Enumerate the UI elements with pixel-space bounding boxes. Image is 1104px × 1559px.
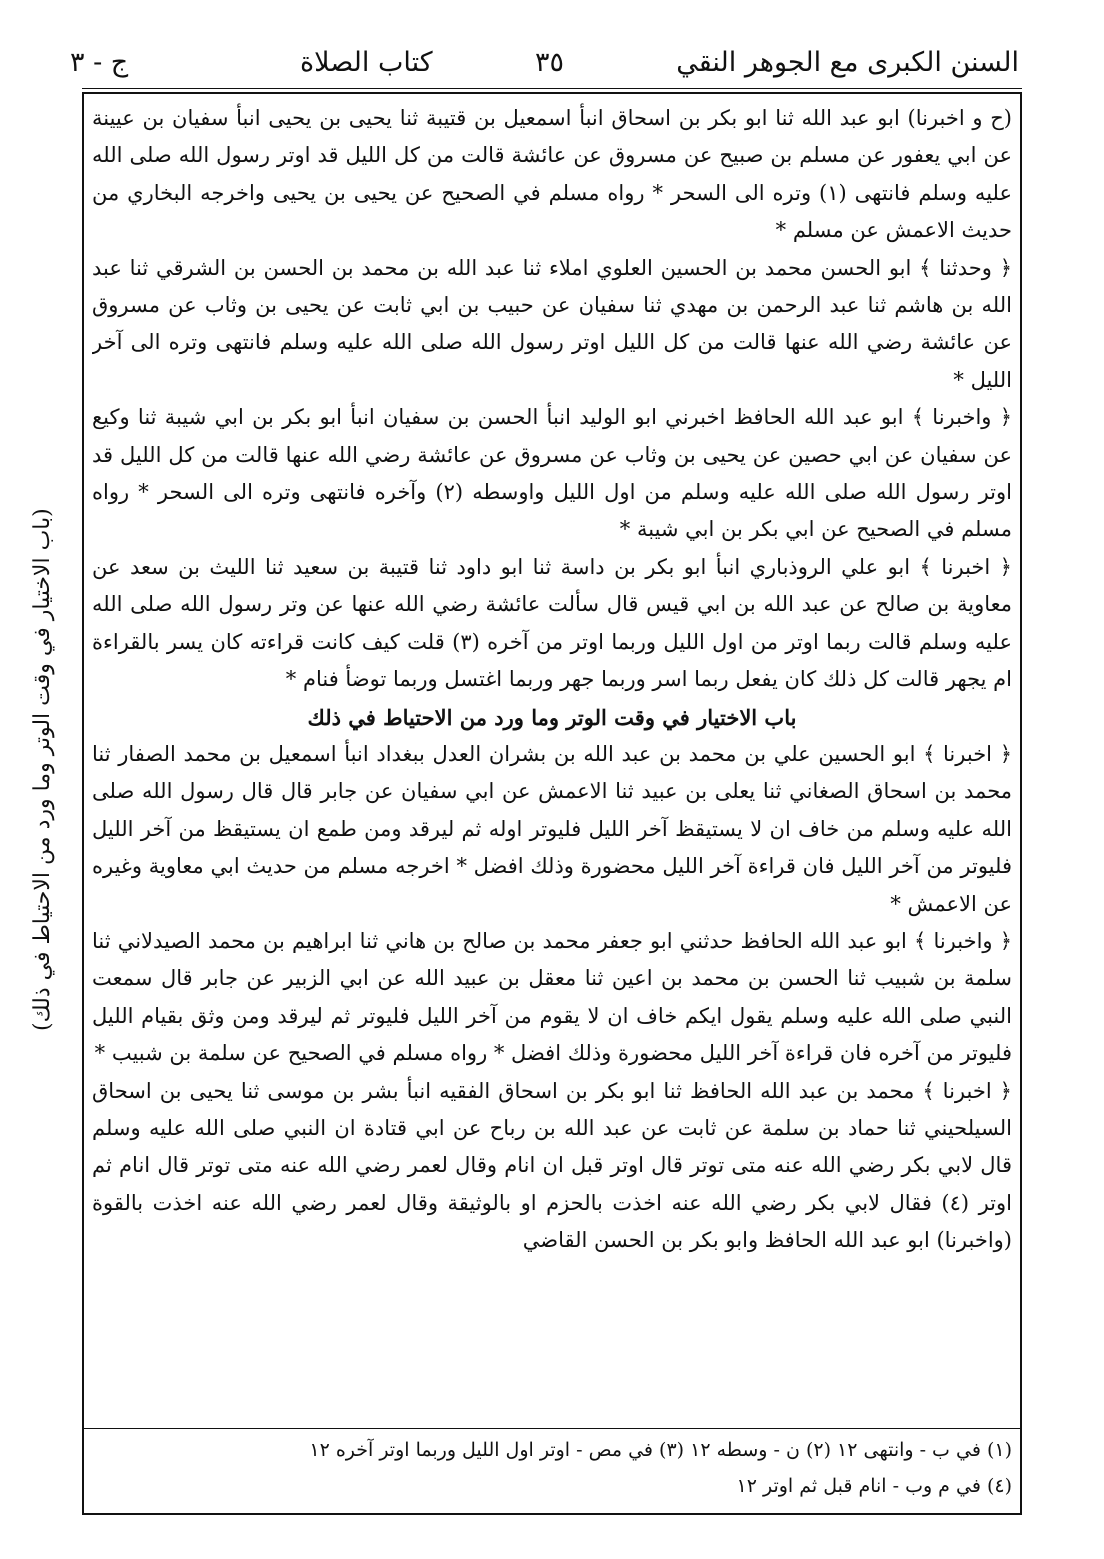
paragraph: ﴿ وحدثنا ﴾ ابو الحسن محمد بن الحسين العلوي املاء ثنا عبد الله بن محمد بن الحسن بن الشرقي ثنا عبد الله بن هاشم ثنا عبد الرحمن بن مهدي ثنا سفيان عن حبيب بن ابي ثابت عن يحيى بن وثاب عن مسروق عن عائشة رضي الله عنها قالت من كل الليل اوتر رسول الله صلى الله عليه وسلم فانتهى وتره الى آخر الليل *: [92, 255, 1012, 392]
paragraph: ﴿ اخبرنا ﴾ ابو علي الروذباري انبأ ابو بكر بن داسة ثنا ابو داود ثنا قتيبة بن سعيد ثنا الليث بن سعد عن معاوية بن صالح عن عبد الله بن ابي قيس قال سألت عائشة رضي الله عنها عن وتر رسول الله صلى الله عليه وسلم قالت ربما اوتر من اول الليل وربما اوتر من آخره (٣) قلت كيف كانت قراءته كان يسر بالقراءة ام يجهر قالت كل ذلك كان يفعل ربما اسر وربما جهر وربما اغتسل وربما توضأ فنام *: [92, 554, 1012, 692]
paragraph: ﴿ اخبرنا ﴾ محمد بن عبد الله الحافظ ثنا ابو بكر بن اسحاق الفقيه انبأ بشر بن موسى ثنا يحيى بن اسحاق السيلحيني ثنا حماد بن سلمة عن ثابت عن عبد الله بن رباح عن ابي قتادة ان النبي صلى الله عليه وسلم قال لابي بكر رضي الله عنه متى توتر قال اوتر قبل ان انام وقال لعمر رضي الله عنه متى توتر قال انام ثم اوتر (٤) فقال لابي بكر رضي الله عنه اخذت بالحزم او بالوثيقة وقال لعمر رضي الله عنه اخذت بالقوة (واخبرنا) ابو عبد الله الحافظ وابو بكر بن الحسن القاضي: [92, 1078, 1012, 1253]
footnote-line: (٤) في م وب - انام قبل ثم اوتر ١٢: [736, 1475, 1012, 1497]
book-title: السنن الكبرى مع الجوهر النقي: [676, 47, 1019, 78]
footnote-line: (١) في ب - وانتهى ١٢ (٢) ن - وسطه ١٢ (٣) في مص - اوتر اول الليل وربما اوتر آخره ١٢: [309, 1439, 1012, 1461]
paragraph: ﴿ واخبرنا ﴾ ابو عبد الله الحافظ اخبرني ابو الوليد انبأ الحسن بن سفيان انبأ ابو بكر بن ابي شيبة ثنا وكيع عن سفيان عن ابي حصين عن يحيى بن وثاب عن مسروق عن عائشة رضي الله عنها قالت من كل الليل قد اوتر رسول الله صلى الله عليه وسلم من اول الليل واوسطه (٢) وآخره فانتهى وتره الى السحر * رواه مسلم في الصحيح عن ابي بكر بن ابي شيبة *: [92, 405, 1012, 542]
section-heading: باب الاختيار في وقت الوتر وما ورد من الاحتياط في ذلك: [307, 704, 797, 730]
paragraph: ﴿ اخبرنا ﴾ ابو الحسين علي بن محمد بن عبد الله بن بشران العدل ببغداد انبأ اسمعيل بن محمد الصفار ثنا محمد بن اسحاق الصغاني ثنا يعلى بن عبيد ثنا الاعمش عن ابي سفيان عن جابر قال قال رسول الله صلى الله عليه وسلم من خاف ان لا يستيقظ آخر الليل فليوتر اوله ثم ليرقد ومن طمع ان يستيقظ من آخر الليل فليوتر من آخر الليل فان قراءة آخر الليل محضورة وذلك افضل * اخرجه مسلم من حديث ابي معاوية وغيره عن الاعمش *: [92, 741, 1012, 916]
header-rule: [82, 88, 1022, 89]
page-number: ٣٥: [535, 47, 565, 78]
chapter-title: كتاب الصلاة: [300, 47, 433, 78]
volume-label: ج - ٣: [70, 47, 129, 78]
margin-note: (باب الاختيار في وقت الوتر وما ورد من الاحتياط في ذلك): [30, 508, 55, 1032]
footnote-rule: [82, 1428, 1022, 1429]
page-header: [70, 38, 1019, 88]
paragraph: ﴿ واخبرنا ﴾ ابو عبد الله الحافظ حدثني ابو جعفر محمد بن صالح بن هاني ثنا ابراهيم بن محمد الصيدلاني ثنا سلمة بن شبيب ثنا الحسن بن محمد بن اعين ثنا معقل بن عبيد الله عن ابي الزبير عن جابر قال سمعت النبي صلى الله عليه وسلم يقول ايكم خاف ان لا يقوم من آخر الليل فليوتر ثم ليرقد ومن وثق بقيام الليل فليوتر من آخره فان قراءة آخر الليل محضورة وذلك افضل * رواه مسلم في الصحيح عن سلمة بن شبيب *: [92, 928, 1012, 1066]
main-text: [92, 100, 1012, 1422]
paragraph: (ح و اخبرنا) ابو عبد الله ثنا ابو بكر بن اسحاق انبأ اسمعيل بن قتيبة ثنا يحيى بن يحيى انبأ سفيان بن عيينة عن ابي يعفور عن مسلم بن صبيح عن مسروق عن عائشة قالت من كل الليل قد اوتر رسول الله صلى الله عليه وسلم فانتهى (١) وتره الى السحر * رواه مسلم في الصحيح عن يحيى بن يحيى واخرجه البخاري من حديث الاعمش عن مسلم *: [92, 106, 1012, 243]
footnotes: [92, 1432, 1012, 1504]
